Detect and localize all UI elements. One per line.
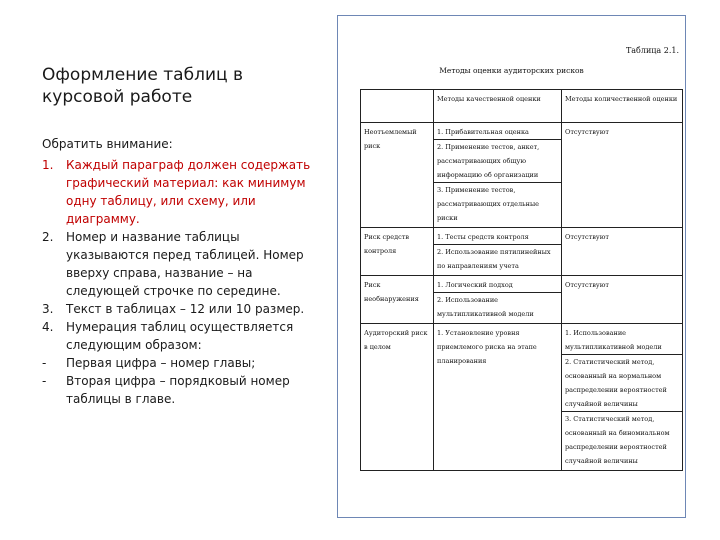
item-number: 4. [42,320,54,334]
cell-line: 3. Применение тестов, рассматривающих отдельные риски [434,182,561,225]
item-dash: - [42,356,47,370]
slide-title: Оформление таблиц в курсовой работе [42,65,243,107]
risk-cell: Риск необнаружения [361,276,434,324]
item-number: 1. [42,158,54,172]
cell-line: 2. Статистический метод, основанный на нормальном распределении вероятностей случайной величины [562,354,682,411]
list-item [42,318,322,354]
quality-cell [434,228,562,276]
cell-line: Отсутствуют [565,281,609,289]
item-number: 2. [42,230,54,244]
item-text: Нумерация таблиц осуществляется следующим образом: [66,320,294,352]
list-item [42,156,322,228]
risk-cell: Аудиторский риск в целом [361,324,434,471]
table-row [361,276,683,324]
item-text: Номер и название таблицы указываются перед таблицей. Номер вверху справа, название – на следующей строчке по середине. [66,230,304,298]
item-number: 3. [42,302,54,316]
item-dash: - [42,374,47,388]
table-row [361,123,683,228]
cell-line: 1. Логический подход [437,281,513,289]
list-item [42,300,322,318]
table-row [361,228,683,276]
cell-line: 2. Использование пятилинейных по направлениям учета [434,244,561,273]
cell-line: 1. Установление уровня приемлемого риска на этапе планирования [437,329,537,365]
risk-table [360,89,683,471]
table-row [361,324,683,471]
quality-cell [434,123,562,228]
cell-line: 2. Применение тестов, анкет, рассматривающих общую информацию об организации [434,139,561,182]
cell-line: 2. Использование мультипликативной модели [434,292,561,321]
cell-line: 1. Использование мультипликативной модели [565,329,662,351]
item-text: Текст в таблицах – 12 или 10 размер. [66,302,305,316]
cell-line: Отсутствуют [565,233,609,241]
item-text: Первая цифра – номер главы; [66,356,256,370]
header-cell: Методы количественной оценки [562,90,683,123]
risk-cell: Неотъемлемый риск [361,123,434,228]
cell-line: Отсутствуют [565,128,609,136]
quant-cell [562,228,683,276]
table-caption: Таблица 2.1. [625,46,679,55]
list-item [42,354,322,372]
list-item [42,372,322,408]
cell-line: 3. Статистический метод, основанный на биномиальном распределении вероятностей случайной величины [562,411,682,468]
list-item [42,228,322,300]
quant-cell [562,276,683,324]
item-text: Вторая цифра – порядковый номер таблицы в главе. [66,374,290,406]
document-page [337,15,686,518]
item-text: Каждый параграф должен содержать графический материал: как минимум одну таблицу, или схему, или диаграмму. [66,158,311,226]
table-title: Методы оценки аудиторских рисков [439,66,584,75]
table-header-row [361,90,683,123]
cell-line: 1. Тесты средств контроля [437,233,529,241]
quality-cell [434,276,562,324]
quant-cell [562,324,683,471]
notes-heading: Обратить внимание: [42,137,173,151]
header-cell [361,90,434,123]
notes-list [42,135,322,408]
quant-cell [562,123,683,228]
header-cell: Методы качественной оценки [434,90,562,123]
cell-line: 1. Прибавительная оценка [437,128,529,136]
quality-cell [434,324,562,471]
risk-cell: Риск средств контроля [361,228,434,276]
